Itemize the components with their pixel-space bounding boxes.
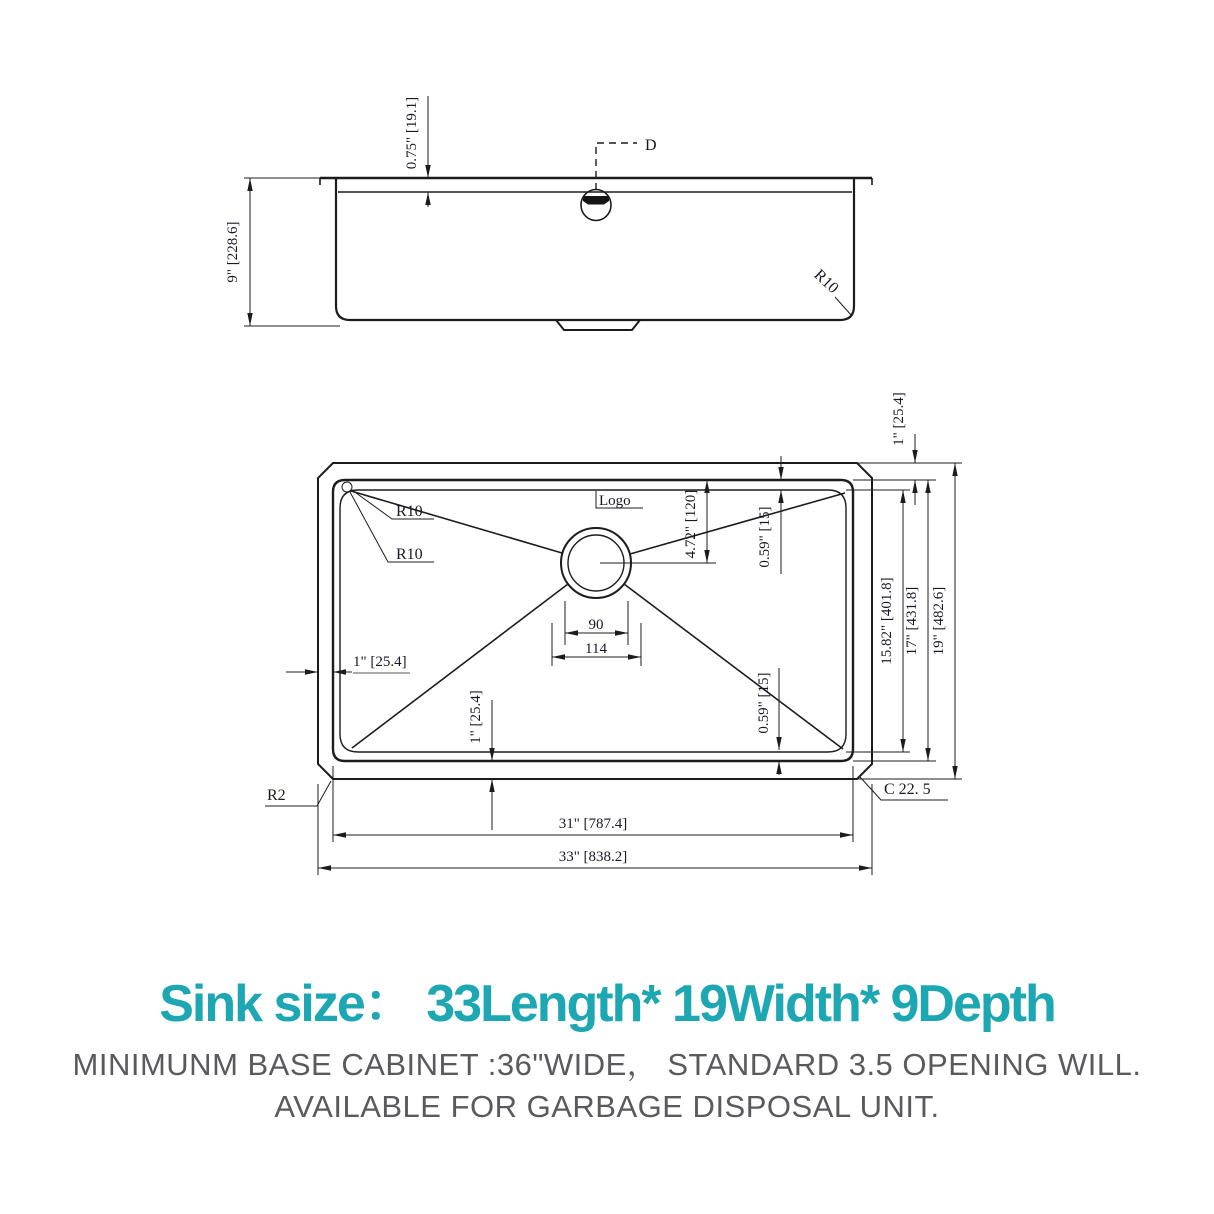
drain-bump-profile	[556, 320, 640, 330]
outer-corner-radius-label: R2	[267, 787, 286, 804]
bottom-edge-gap-dimension: 1" [25.4]	[468, 690, 484, 744]
rim-lip-dimension: 0.75" [19.1]	[404, 96, 420, 170]
plan-corner-radius-label-1: R10	[396, 503, 423, 520]
top-ledge-dimension: 0.59" [15]	[757, 506, 773, 568]
drain-section-leader	[596, 143, 637, 190]
side-corner-radius-label: R10	[810, 266, 842, 298]
bowl-length-dimension: 17" [431.8]	[904, 586, 920, 656]
cabinet-note-line: MINIMUNM BASE CABINET :36"WIDE， STANDARD 3.5 OPENING WILL.	[72, 1047, 1142, 1082]
corner-detail-circle	[342, 482, 352, 492]
sink-size-headline: Sink size： 33Length* 19Width* 9Depth	[159, 975, 1055, 1033]
depth-extension-lines	[244, 178, 340, 326]
side-radius-leader	[835, 297, 852, 316]
overall-width-dimension: 33" [838.2]	[558, 849, 628, 865]
drain-inner-dia-dimension: 90	[588, 617, 604, 633]
drain-section-label: D	[645, 137, 657, 154]
drain-side-shadow	[583, 196, 609, 205]
corner-chamfer-label: C 22. 5	[884, 781, 931, 798]
footer-text-block	[73, 975, 1142, 1124]
disposal-note-line: AVAILABLE FOR GARBAGE DISPOSAL UNIT.	[274, 1089, 940, 1124]
depth-dimension: 9" [228.6]	[225, 221, 241, 283]
overall-length-dimension: 19" [482.6]	[931, 586, 947, 656]
logo-label: Logo	[599, 493, 631, 509]
plan-view	[265, 392, 962, 875]
drain-outer-dia-dimension: 114	[585, 641, 607, 657]
side-elevation-view	[225, 96, 872, 330]
plan-corner-radius-label-2: R10	[396, 546, 423, 563]
bottom-ledge-dimension: 0.59" [15]	[756, 672, 772, 734]
bowl-width-dimension: 31" [787.4]	[558, 816, 628, 832]
drain-side-circle	[581, 190, 611, 221]
left-edge-gap-dimension: 1" [25.4]	[353, 654, 407, 670]
flat-bottom-length-dimension: 15.82" [401.8]	[879, 577, 895, 665]
drain-offset-dimension: 4.72" [120]	[683, 489, 699, 559]
right-edge-gap-dimension: 1" [25.4]	[891, 392, 907, 446]
